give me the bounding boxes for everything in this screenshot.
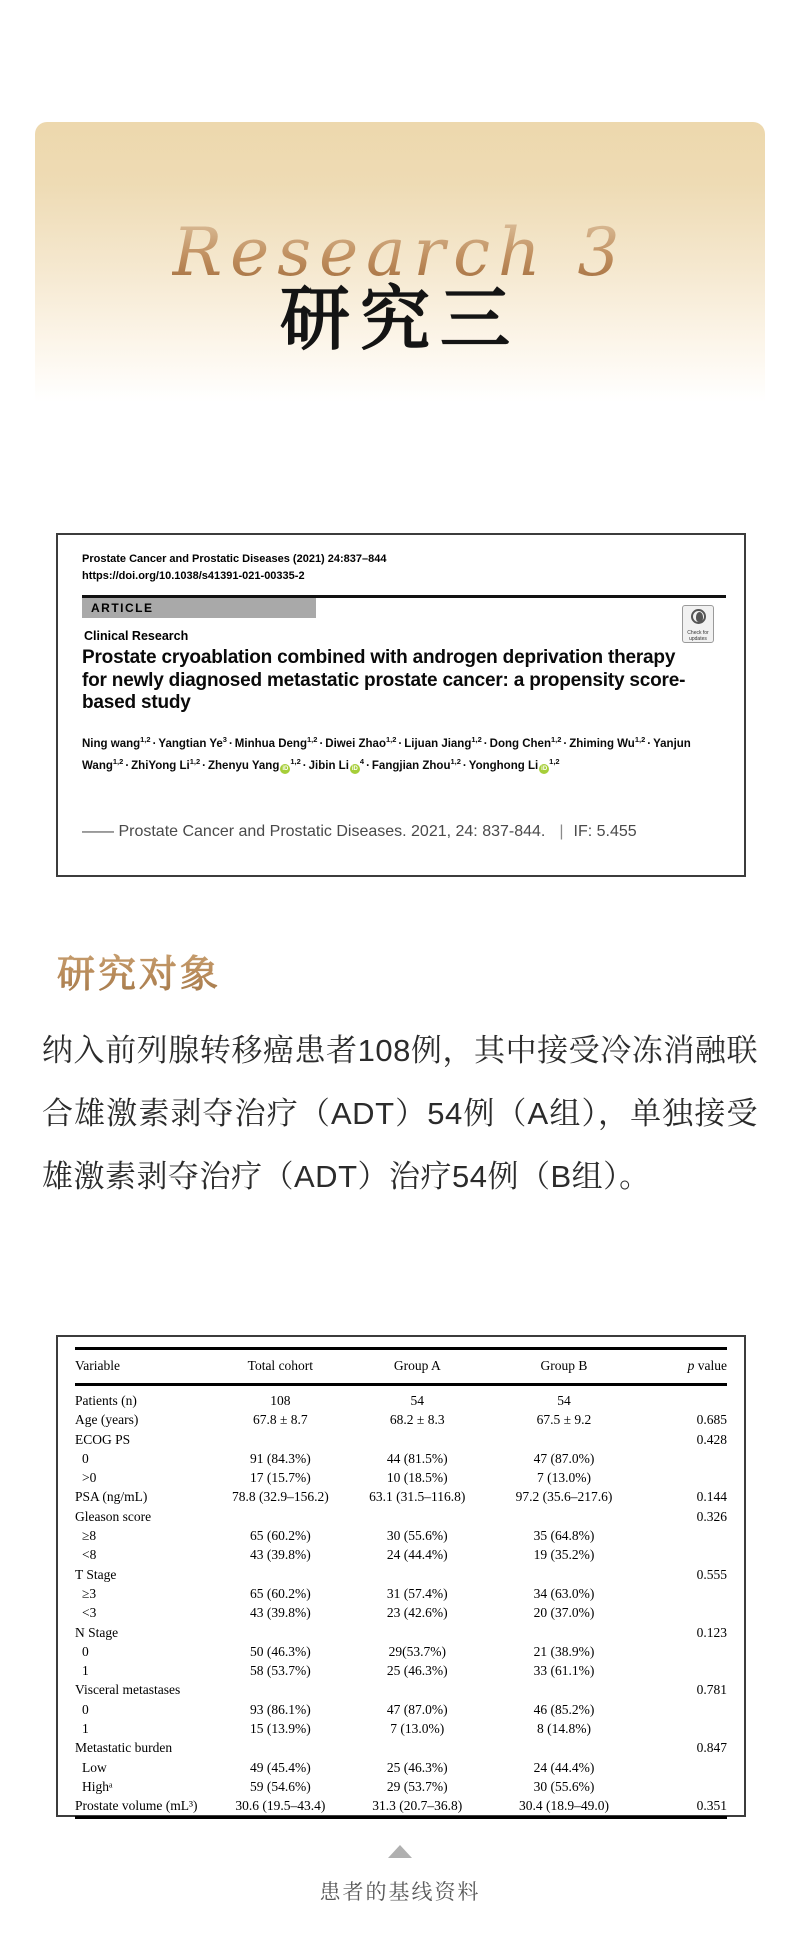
row-cell	[642, 1758, 727, 1777]
author-separator: ·	[302, 760, 307, 773]
row-label: ≥3	[82, 1585, 97, 1601]
paper-screenshot-card	[56, 533, 746, 877]
row-cell	[486, 1507, 642, 1526]
table-row	[75, 1777, 727, 1796]
impact-factor: IF: 5.455	[573, 823, 637, 840]
author-name: Ning wang$^{1,2}$	[82, 735, 151, 750]
row-cell: 31 (57.4%)	[386, 1585, 448, 1601]
author-separator: ·	[202, 760, 206, 773]
row-label: 0	[82, 1643, 89, 1659]
paper-title: Prostate cryoablation combined with androgen deprivation therapy for newly diagnosed metastatic prostate cancer: a propensity score-based study	[82, 647, 686, 713]
table-row	[75, 1430, 727, 1449]
citation-divider: |	[559, 823, 564, 840]
citation-text: —— Prostate Cancer and Prostatic Diseases. 2021, 24: 837-844.	[82, 823, 546, 840]
row-cell	[486, 1623, 642, 1642]
row-cell: 10 (18.5%)	[386, 1470, 448, 1486]
row-cell: 50 (46.3%)	[249, 1643, 311, 1659]
row-cell: 68.2 ± 8.3	[389, 1412, 445, 1428]
row-cell: 43 (39.8%)	[249, 1547, 311, 1563]
row-cell: 20 (37.0%)	[533, 1605, 595, 1621]
author-name: Lijuan Jiang$^{1,2}$	[404, 735, 482, 750]
table-column-header: Total cohort	[212, 1349, 349, 1385]
table-row	[75, 1449, 727, 1468]
table-row	[75, 1661, 727, 1680]
author-separator: ·	[125, 760, 130, 773]
table-column-header: Group B	[486, 1349, 642, 1385]
author-name: Zhiming Wu$^{1,2}$	[569, 735, 646, 750]
table-row	[75, 1507, 727, 1526]
row-cell: 43 (39.8%)	[249, 1605, 311, 1621]
author-name: Yonghong Li iD$^{1,2}$	[468, 757, 560, 773]
row-cell	[349, 1507, 486, 1526]
row-cell	[642, 1545, 727, 1564]
row-cell: 30.4 (18.9–49.0)	[518, 1798, 609, 1814]
author-name: Jibin Li $iD^4$	[308, 757, 365, 773]
table-row	[75, 1565, 727, 1584]
author-name: Minhua Deng$^{1,2}$	[234, 735, 318, 750]
section-heading: 研究对象	[57, 943, 221, 998]
author-separator: ·	[366, 760, 370, 773]
row-cell	[486, 1430, 642, 1449]
table-row	[75, 1796, 727, 1817]
table-row	[75, 1487, 727, 1506]
baseline-table-body	[75, 1385, 727, 1818]
row-cell: 78.8 (32.9–156.2)	[231, 1489, 329, 1505]
row-cell: 65 (60.2%)	[249, 1528, 311, 1544]
row-cell: 35 (64.8%)	[533, 1528, 595, 1544]
table-row	[75, 1680, 727, 1699]
row-cell	[642, 1700, 727, 1719]
author-separator: ·	[462, 760, 467, 773]
header-banner	[35, 122, 765, 402]
row-cell	[349, 1565, 486, 1584]
row-cell	[486, 1680, 642, 1699]
row-cell	[486, 1565, 642, 1584]
row-cell	[642, 1661, 727, 1680]
row-label: 1	[82, 1721, 89, 1737]
row-cell: 93 (86.1%)	[249, 1701, 311, 1717]
row-label: Low	[82, 1759, 107, 1775]
row-cell	[642, 1603, 727, 1622]
row-cell: 97.2 (35.6–217.6)	[515, 1489, 613, 1505]
citation-row	[82, 823, 726, 841]
row-cell: 23 (42.6%)	[386, 1605, 448, 1621]
row-cell: 54	[410, 1393, 425, 1408]
author-separator: ·	[483, 737, 488, 750]
row-cell: 24 (44.4%)	[533, 1759, 595, 1775]
row-cell: 30 (55.6%)	[386, 1528, 448, 1544]
row-cell	[212, 1680, 349, 1699]
author-name: Yanjun Wang$^{1,2}$	[82, 737, 691, 773]
row-label: ECOG PS	[75, 1431, 131, 1447]
table-row	[75, 1545, 727, 1564]
table-row	[75, 1468, 727, 1487]
row-cell: 67.5 ± 9.2	[536, 1412, 592, 1428]
row-cell: 67.8 ± 8.7	[253, 1412, 308, 1428]
table-row	[75, 1642, 727, 1661]
row-cell	[642, 1584, 727, 1603]
row-cell: 0.555	[696, 1566, 727, 1582]
row-cell: 0.781	[696, 1682, 727, 1698]
author-name: Dong Chen$^{1,2}$	[489, 735, 562, 750]
row-label: Gleason score	[75, 1508, 152, 1524]
row-cell: 7 (13.0%)	[536, 1470, 591, 1486]
table-row	[75, 1385, 727, 1411]
row-cell: 30.6 (19.5–43.4)	[235, 1798, 326, 1814]
row-cell	[212, 1738, 349, 1757]
row-label: 0	[82, 1450, 89, 1466]
author-separator: ·	[152, 737, 157, 750]
row-cell	[642, 1385, 727, 1411]
row-cell: 54	[557, 1393, 571, 1408]
table-column-header: Group A	[349, 1349, 486, 1385]
row-label: PSA (ng/mL)	[75, 1489, 148, 1505]
article-type-bar: ARTICLE	[82, 598, 316, 618]
table-row	[75, 1603, 727, 1622]
row-cell: 108	[270, 1393, 291, 1408]
check-for-updates-icon	[691, 609, 706, 624]
row-cell: 21 (38.9%)	[533, 1643, 595, 1659]
figure-caption: 患者的基线资料	[319, 1881, 481, 1904]
row-cell	[212, 1507, 349, 1526]
row-cell: 58 (53.7%)	[249, 1663, 311, 1679]
row-cell: 0.144	[696, 1489, 727, 1505]
row-cell	[349, 1680, 486, 1699]
doi-link: https://doi.org/10.1038/s41391-021-00335-2	[82, 570, 305, 582]
row-label: Prostate volume (mL³)	[75, 1798, 198, 1814]
row-cell: 30 (55.6%)	[533, 1778, 595, 1794]
row-cell: 0.847	[696, 1740, 727, 1756]
row-label: 0	[82, 1701, 89, 1717]
row-cell: 0.123	[696, 1624, 727, 1640]
paper-section-label: Clinical Research	[84, 629, 189, 643]
author-separator: ·	[647, 737, 652, 750]
row-cell	[486, 1738, 642, 1757]
row-cell: 47 (87.0%)	[533, 1450, 595, 1466]
table-column-header: p value	[642, 1349, 727, 1385]
row-cell: 0.351	[696, 1798, 727, 1814]
row-cell: 49 (45.4%)	[249, 1759, 311, 1775]
row-cell	[212, 1430, 349, 1449]
table-row	[75, 1719, 727, 1738]
row-cell: 0.326	[696, 1508, 727, 1524]
up-triangle-icon	[388, 1845, 412, 1858]
row-cell	[212, 1565, 349, 1584]
author-name: ZhiYong Li$^{1,2}$	[131, 757, 201, 773]
row-cell: 63.1 (31.5–116.8)	[369, 1489, 466, 1505]
row-cell: 0.428	[696, 1431, 727, 1447]
row-cell: 17 (15.7%)	[249, 1470, 311, 1486]
row-cell: 59 (54.6%)	[249, 1778, 311, 1794]
row-cell: 25 (46.3%)	[386, 1663, 448, 1679]
orcid-icon: iD	[541, 766, 548, 773]
row-cell	[642, 1642, 727, 1661]
table-row	[75, 1526, 727, 1545]
row-label: >0	[82, 1470, 97, 1486]
row-label: Patients (n)	[75, 1393, 137, 1408]
author-separator: ·	[398, 737, 403, 750]
check-for-updates-badge	[682, 605, 714, 643]
row-cell: 29(53.7%)	[388, 1643, 446, 1659]
orcid-icon: iD	[282, 766, 289, 773]
baseline-table-header-row	[75, 1349, 727, 1385]
row-cell: 25 (46.3%)	[386, 1759, 448, 1775]
author-separator: ·	[319, 737, 324, 750]
row-label: Highᵃ	[82, 1778, 113, 1794]
row-cell	[642, 1777, 727, 1796]
author-list	[82, 731, 726, 776]
row-cell: 7 (13.0%)	[390, 1721, 445, 1737]
table-row	[75, 1700, 727, 1719]
row-cell	[349, 1738, 486, 1757]
author-name: Diwei Zhao$^{1,2}$	[325, 735, 397, 750]
table-row	[75, 1410, 727, 1429]
row-cell	[642, 1468, 727, 1487]
row-label: 1	[82, 1663, 89, 1679]
row-cell	[642, 1719, 727, 1738]
row-label: <3	[82, 1605, 97, 1621]
row-cell: 24 (44.4%)	[386, 1547, 448, 1563]
baseline-table-card	[56, 1335, 746, 1817]
author-separator: ·	[563, 737, 568, 750]
baseline-table	[75, 1347, 727, 1819]
row-cell: 31.3 (20.7–36.8)	[372, 1798, 463, 1814]
section-body-text: 纳入前列腺转移癌患者108例，其中接受冷冻消融联合雄激素剥夺治疗（ADT）54例（A组），单独接受雄激素剥夺治疗（ADT）治疗54例（B组）。	[42, 1033, 758, 1194]
row-label: Metastatic burden	[75, 1740, 173, 1756]
row-cell: 15 (13.9%)	[249, 1721, 311, 1737]
row-cell: 46 (85.2%)	[533, 1701, 595, 1717]
row-cell: 34 (63.0%)	[533, 1585, 595, 1601]
row-cell	[212, 1623, 349, 1642]
row-cell	[642, 1449, 727, 1468]
row-cell: 29 (53.7%)	[386, 1778, 448, 1794]
row-cell	[349, 1623, 486, 1642]
row-label: T Stage	[75, 1566, 117, 1582]
row-cell: 47 (87.0%)	[386, 1701, 448, 1717]
row-label: Age (years)	[75, 1412, 139, 1428]
author-name: Yangtian Ye$^3$	[158, 735, 227, 750]
check-for-updates-text: Check for updates	[687, 630, 709, 642]
row-label: ≥8	[82, 1528, 97, 1544]
author-name: Fangjian Zhou$^{1,2}$	[371, 757, 461, 773]
row-label: Visceral metastases	[75, 1682, 181, 1698]
row-cell: 65 (60.2%)	[249, 1585, 311, 1601]
row-cell: 0.685	[696, 1412, 727, 1428]
table-row	[75, 1584, 727, 1603]
row-cell: 8 (14.8%)	[536, 1721, 591, 1737]
header-title-chinese: 研究三	[280, 282, 520, 359]
table-column-header: Variable	[75, 1349, 212, 1385]
table-row	[75, 1623, 727, 1642]
table-row	[75, 1738, 727, 1757]
paper-inner	[58, 535, 744, 875]
author-name: Zhenyu Yang iD$^{1,2}$	[208, 757, 301, 773]
row-cell: 19 (35.2%)	[533, 1547, 595, 1563]
table-row	[75, 1758, 727, 1777]
header-title-english: Research 3	[172, 214, 628, 291]
row-cell	[349, 1430, 486, 1449]
journal-citation-line: Prostate Cancer and Prostatic Diseases (2021) 24:837–844	[82, 553, 387, 565]
row-cell: 33 (61.1%)	[533, 1663, 595, 1679]
row-cell	[642, 1526, 727, 1545]
row-label: N Stage	[75, 1624, 119, 1640]
orcid-icon: iD	[351, 766, 358, 773]
row-label: <8	[82, 1547, 97, 1563]
row-cell: 91 (84.3%)	[249, 1450, 311, 1466]
author-separator: ·	[228, 737, 233, 750]
row-cell: 44 (81.5%)	[386, 1450, 448, 1466]
